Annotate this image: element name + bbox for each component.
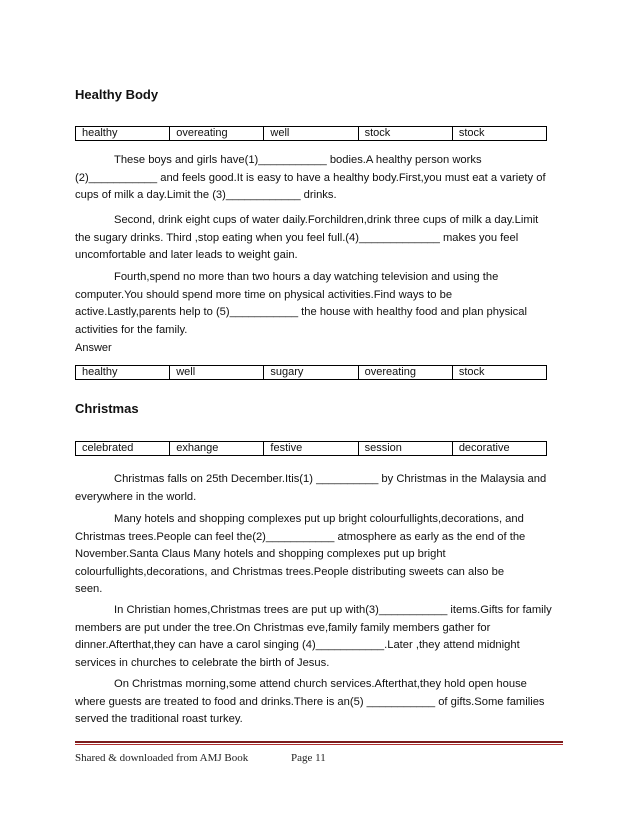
text-line: In Christian homes,Christmas trees are put up with(3)___________ items.Gifts for family: [114, 604, 552, 616]
word-box-cell: celebrated: [76, 442, 170, 455]
page-number: Page 11: [290, 752, 326, 764]
text-line: Fourth,spend no more than two hours a day watching television and using the: [114, 271, 499, 283]
text-line: Second, drink eight cups of water daily.Forchildren,drink three cups of milk a day.Limit: [114, 214, 539, 226]
answer-box-cell: overeating: [359, 366, 453, 379]
paragraph: [75, 471, 565, 506]
answer-box: [75, 365, 547, 380]
section-title-healthy-body: Healthy Body: [75, 87, 159, 102]
text-line: On Christmas morning,some attend church services.Afterthat,they hold open house: [114, 678, 527, 690]
word-box-cell: stock: [458, 127, 485, 139]
paragraph: [75, 676, 565, 729]
text-line: Christmas falls on 25th December.Itis(1) __________ by Christmas in the Malaysia and: [114, 473, 547, 485]
text-line: November.Santa Claus Many hotels and shopping complexes put up bright: [75, 548, 446, 560]
text-line: services in churches to celebrate the birth of Jesus.: [75, 656, 330, 669]
text-line: computer.You should spend more time on physical activities.Find ways to be: [75, 288, 453, 301]
text-line: cups of milk a day.Limit the (3)____________ drinks.: [75, 189, 337, 201]
text-line: uncomfortable and later leads to weight gain.: [75, 249, 298, 261]
word-box-cell: decorative: [458, 442, 510, 454]
paragraph: [75, 269, 565, 339]
text-line: (2)___________ and feels good.It is easy to have a healthy body.First,you must eat a variety of: [75, 171, 546, 184]
section-title-christmas: Christmas: [75, 401, 139, 416]
word-box-healthy-body: [75, 126, 547, 141]
word-box-cell: stock: [359, 127, 453, 140]
answer-box-cell: well: [170, 366, 264, 379]
word-box-cell: festive: [264, 442, 358, 455]
footer-divider: [75, 741, 563, 743]
text-line: dinner.Afterthat,they can have a carol singing (4)___________.Later ,they attend midnight: [75, 639, 520, 651]
word-box-cell: well: [264, 127, 358, 140]
text-line: members are put under the tree.On Christmas eve,family family members gather for: [75, 621, 491, 634]
word-box-cell: session: [359, 442, 453, 455]
text-line: Christmas trees.People can feel the(2)___________ atmosphere as early as the end of the: [75, 530, 526, 543]
text-line: where guests are treated to food and drinks.There is an(5) ___________ of gifts.Some families: [75, 695, 545, 708]
text-line: the sugary drinks. Third ,stop eating when you feel full.(4)_____________ makes you feel: [75, 231, 519, 244]
word-box-christmas: [75, 441, 547, 456]
word-box-cell: exhange: [170, 442, 264, 455]
paragraph: [75, 511, 565, 599]
text-line: colourfullights,decorations, and Christmas trees.People distributing sweets can also be: [75, 565, 505, 578]
word-box-cell: overeating: [170, 127, 264, 140]
answer-box-cell: stock: [458, 366, 485, 378]
text-line: served the traditional roast turkey.: [75, 713, 243, 725]
answer-box-cell: healthy: [76, 366, 170, 379]
text-line: activities for the family.: [75, 323, 188, 336]
paragraph: [75, 602, 565, 672]
word-box-cell: healthy: [76, 127, 170, 140]
text-line: Many hotels and shopping complexes put up bright colourfullights,decorations, and: [114, 513, 524, 525]
paragraph: [75, 212, 565, 265]
text-line: active.Lastly,parents help to (5)___________ the house with healthy food and plan physical: [75, 306, 527, 318]
paragraph: [75, 152, 565, 205]
footer-source: Shared & downloaded from AMJ Book: [75, 752, 249, 764]
text-line: everywhere in the world.: [75, 490, 197, 503]
footer-divider: [75, 744, 563, 745]
text-line: seen.: [75, 583, 103, 595]
answer-box-cell: sugary: [264, 366, 358, 379]
answer-label: Answer: [75, 342, 112, 354]
text-line: These boys and girls have(1)___________ bodies.A healthy person works: [114, 154, 482, 166]
page-footer: [75, 752, 326, 764]
